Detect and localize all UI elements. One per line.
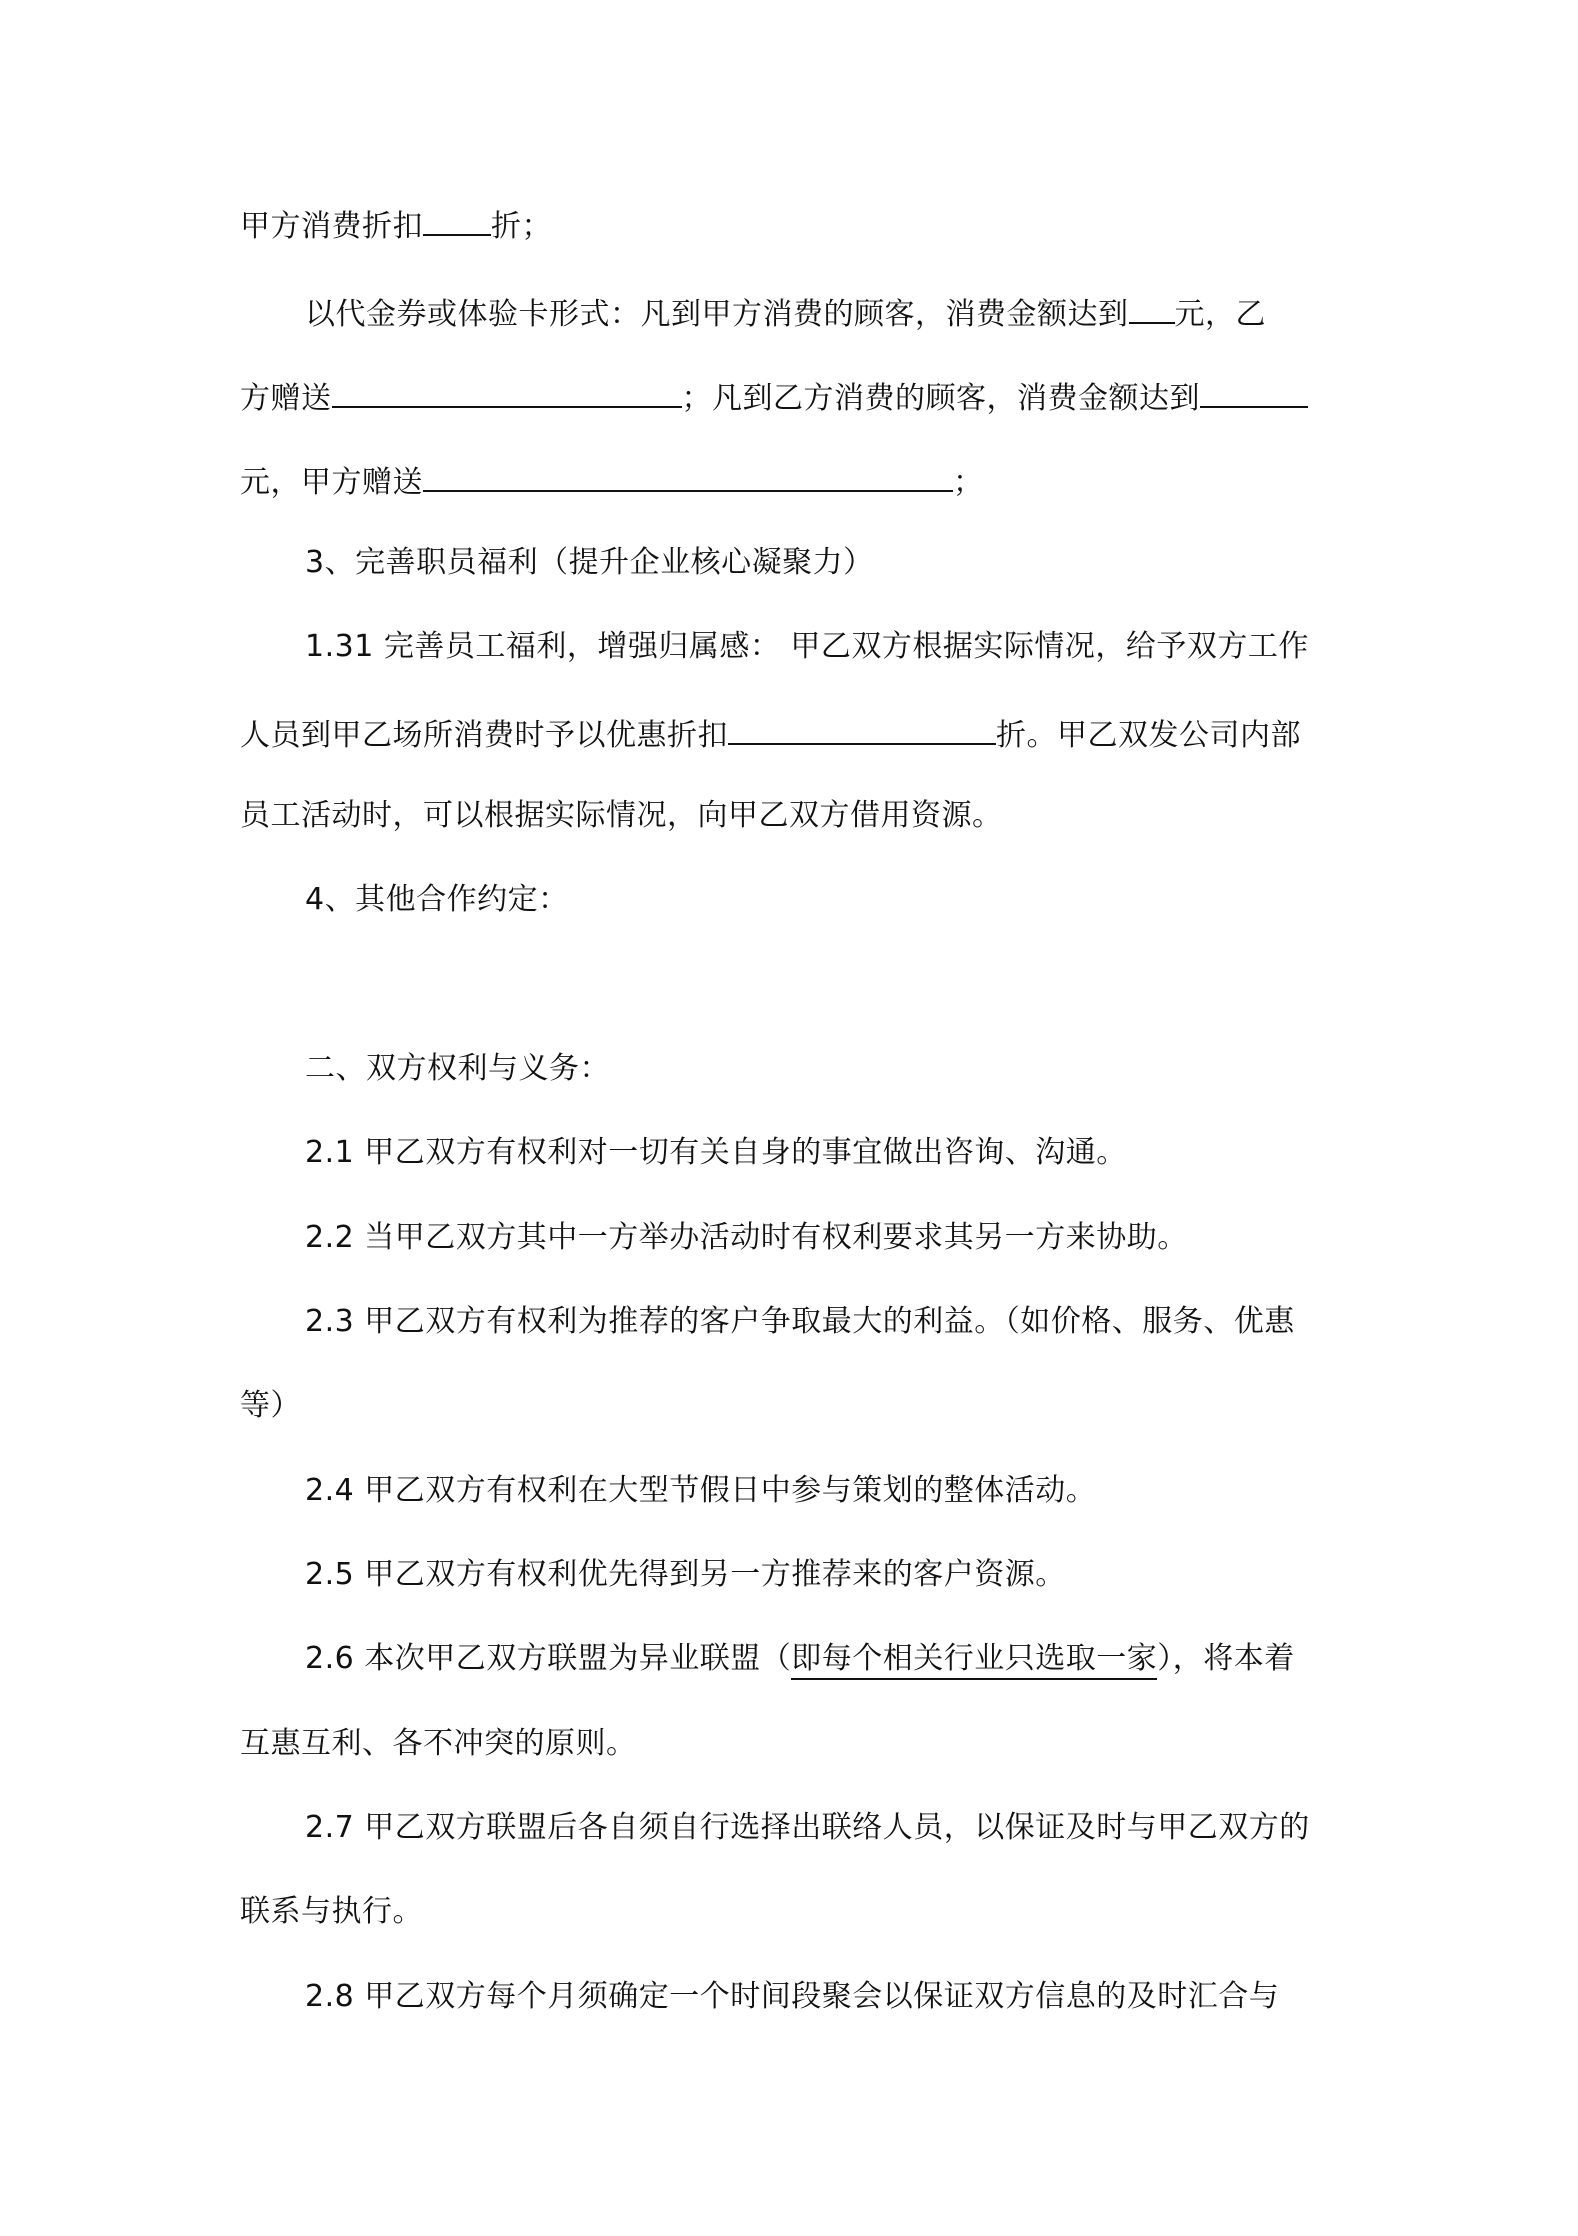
paragraph-line — [240, 711, 1301, 756]
text: ；凡到乙方消费的顾客，消费金额达到 — [681, 381, 1200, 416]
section-heading: 3、完善职员福利（提升企业核心凝聚力） — [305, 545, 874, 580]
paragraph-line: 2.8 甲乙双方每个月须确定一个时间段聚会以保证双方信息的及时汇合与 — [305, 1979, 1280, 2014]
text: 折； — [491, 209, 552, 244]
text: 折。甲乙双发公司内部 — [996, 718, 1301, 753]
paragraph-line: 2.3 甲乙双方有权利为推荐的客户争取最大的利益。（如价格、服务、优惠 — [305, 1304, 1295, 1339]
text: 甲方消费折扣 — [240, 209, 423, 244]
voucher-line-2 — [240, 374, 1308, 419]
paragraph-line: 2.4 甲乙双方有权利在大型节假日中参与策划的整体活动。 — [305, 1473, 1097, 1508]
blank-field — [423, 458, 953, 492]
paragraph-line: 2.2 当甲乙双方其中一方举办活动时有权利要求其另一方来协助。 — [305, 1220, 1188, 1255]
text: 人员到甲乙场所消费时予以优惠折扣 — [240, 718, 728, 753]
paragraph-line: 联系与执行。 — [240, 1894, 423, 1929]
paragraph-line: 等） — [240, 1388, 301, 1423]
blank-field — [1129, 290, 1175, 324]
blank-field — [728, 711, 996, 745]
paragraph-line: 2.7 甲乙双方联盟后各自须自行选择出联络人员，以保证及时与甲乙双方的 — [305, 1810, 1310, 1845]
voucher-line-3 — [240, 458, 984, 503]
paragraph-line: 员工活动时，可以根据实际情况，向甲乙双方借用资源。 — [240, 798, 1003, 833]
voucher-line — [305, 290, 1266, 335]
text: 以代金券或体验卡形式：凡到甲方消费的顾客，消费金额达到 — [305, 297, 1129, 332]
underlined-text: 即每个相关行业只选取一家 — [791, 1641, 1157, 1680]
paragraph-line: 2.5 甲乙双方有权利优先得到另一方推荐来的客户资源。 — [305, 1557, 1066, 1592]
discount-line — [240, 202, 552, 247]
text: 元，甲方赠送 — [240, 465, 423, 500]
paragraph-line: 1.31 完善员工福利，增强归属感： 甲乙双方根据实际情况，给予双方工作 — [305, 629, 1309, 664]
blank-field — [423, 202, 491, 236]
text: ），将本着 — [1157, 1641, 1295, 1676]
paragraph-line: 2.1 甲乙双方有权利对一切有关自身的事宜做出咨询、沟通。 — [305, 1135, 1127, 1170]
section-heading: 二、双方权利与义务： — [305, 1051, 610, 1086]
text: 元，乙 — [1174, 297, 1266, 332]
blank-field — [1200, 374, 1308, 408]
text: ； — [953, 465, 984, 500]
paragraph-line — [305, 1639, 1295, 1679]
paragraph-line: 互惠互利、各不冲突的原则。 — [240, 1726, 637, 1761]
text: 方赠送 — [240, 381, 332, 416]
text: 2.6 本次甲乙双方联盟为异业联盟（ — [305, 1641, 792, 1676]
section-heading: 4、其他合作约定： — [305, 882, 569, 917]
blank-field — [332, 374, 682, 408]
